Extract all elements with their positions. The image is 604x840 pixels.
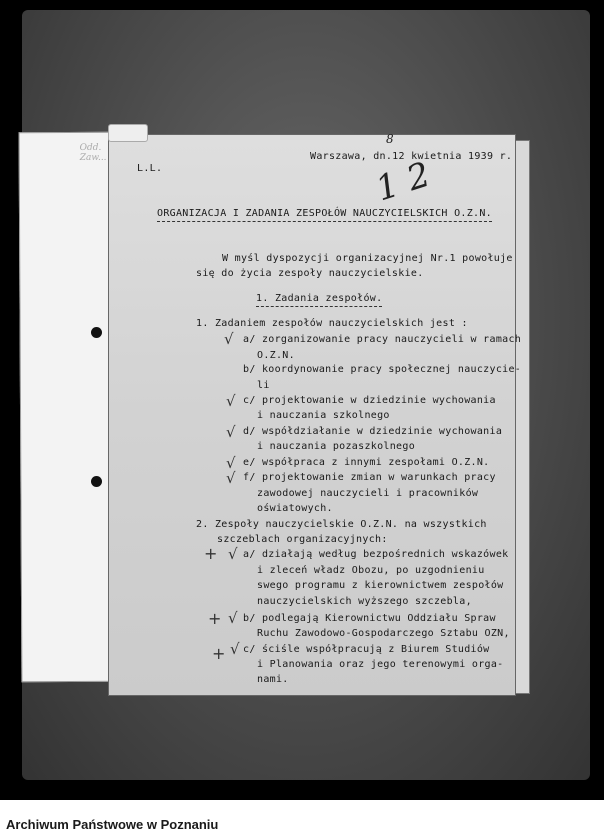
list-item-line: f/ projektowanie zmian w warunkach pracy: [243, 472, 496, 483]
list-item-line: a/ działają według bezpośrednich wskazówek: [243, 549, 509, 560]
document-title: ORGANIZACJA I ZADANIA ZESPOŁÓW NAUCZYCIELSKICH O.Z.N.: [157, 208, 492, 222]
archive-name: Archiwum Państwowe w Poznaniu: [6, 817, 219, 832]
checkmark-icon: √: [228, 545, 238, 563]
list-item-line: swego programu z kierownictwem zespołów: [257, 580, 504, 591]
list-item-line: i zleceń władz Obozu, po uzgodnieniu: [257, 565, 485, 576]
checkmark-icon: √: [224, 330, 234, 348]
checkmark-icon: √: [226, 469, 236, 487]
item2-lead: szczeblach organizacyjnych:: [217, 534, 388, 545]
list-item-line: b/ podlegają Kierownictwu Oddziału Spraw: [243, 613, 496, 624]
list-item-line: d/ współdziałanie w dziedzinie wychowania: [243, 426, 503, 437]
checkmark-icon: √: [230, 640, 240, 658]
list-item-line: a/ zorganizowanie pracy nauczycieli w ramach: [243, 334, 522, 345]
footer: [0, 808, 604, 840]
checkmark-icon: √: [226, 392, 236, 410]
list-item-line: nauczycielskich wyższego szczebla,: [257, 596, 472, 607]
footer-divider: [0, 800, 604, 808]
handwritten-top-note: 8: [386, 132, 394, 146]
list-item-line: oświatowych.: [257, 503, 333, 514]
item2-lead: 2. Zespoły nauczycielskie O.Z.N. na wszystkich: [196, 519, 487, 530]
punch-hole: [91, 327, 102, 338]
slip-faded-text: Odd. Zaw...: [79, 142, 107, 163]
attached-slip: [19, 132, 120, 683]
list-item-line: c/ projektowanie w dziedzinie wychowania: [243, 395, 496, 406]
checkmark-icon: √: [226, 454, 236, 472]
paper-clip: [108, 124, 148, 142]
list-item-line: i nauczania szkolnego: [257, 410, 390, 421]
intro-line: W myśl dyspozycji organizacyjnej Nr.1 powołuje: [222, 253, 513, 264]
list-item-line: b/ koordynowanie pracy społecznej nauczycie-: [243, 364, 522, 375]
list-item-line: e/ współpraca z innymi zespołami O.Z.N.: [243, 457, 490, 468]
list-item-line: c/ ściśle współpracują z Biurem Studiów: [243, 644, 490, 655]
list-item-line: Ruchu Zawodowo-Gospodarczego Sztabu OZN,: [257, 628, 510, 639]
reference-mark: L.L.: [137, 163, 163, 174]
punch-hole: [91, 476, 102, 487]
list-item-line: nami.: [257, 674, 289, 685]
plus-mark-icon: +: [212, 644, 226, 663]
plus-mark-icon: +: [204, 544, 218, 563]
checkmark-icon: √: [228, 609, 238, 627]
list-item-line: zawodowej nauczycieli i pracowników: [257, 488, 479, 499]
list-item-line: i nauczania pozaszkolnego: [257, 441, 416, 452]
checkmark-icon: √: [226, 423, 236, 441]
list-item-line: O.Z.N.: [257, 350, 295, 361]
plus-mark-icon: +: [208, 609, 222, 628]
section-heading: 1. Zadania zespołów.: [256, 293, 382, 307]
handwritten-number: 1 2: [371, 154, 435, 210]
list-item-line: i Planowania oraz jego terenowymi orga-: [257, 659, 504, 670]
item1-lead: 1. Zadaniem zespołów nauczycielskich jest :: [196, 318, 468, 329]
intro-line: się do życia zespoły nauczycielskie.: [196, 268, 424, 279]
document-date: Warszawa, dn.12 kwietnia 1939 r.: [310, 151, 513, 162]
list-item-line: li: [257, 380, 270, 391]
